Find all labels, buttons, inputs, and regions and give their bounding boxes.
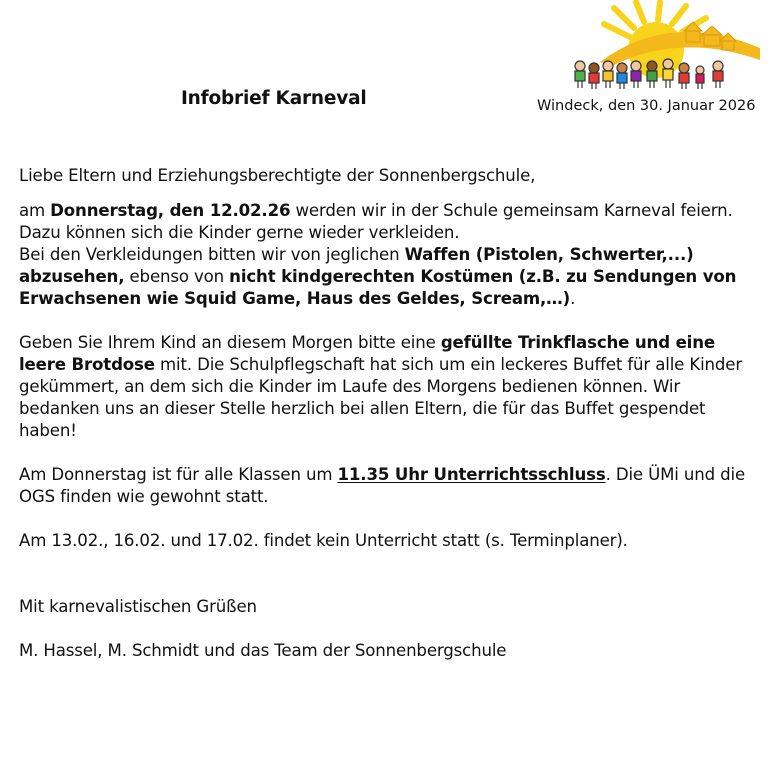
text: am	[19, 201, 51, 220]
letter-body	[19, 165, 764, 662]
weapons-note: Waffen (Pistolen, Schwerter,...) abzusehen,	[19, 245, 694, 286]
text: .	[570, 289, 576, 308]
costume-note: nicht kindgerechten Kostümen (z.B. zu Sendungen von Erwachsenen wie Squid Game, Haus des Geldes, Scream,…)	[19, 267, 737, 308]
text: Am Donnerstag ist für alle Klassen um	[19, 465, 338, 484]
school-logo	[560, 0, 775, 92]
bring-items-note: gefüllte Trinkflasche und eine leere Brotdose	[19, 333, 715, 374]
paragraph-no-school: Am 13.02., 16.02. und 17.02. findet kein Unterricht statt (s. Terminplaner).	[19, 531, 628, 550]
date-highlight: Donnerstag, den 12.02.26	[50, 201, 291, 220]
greeting: Liebe Eltern und Erziehungsberechtigte der Sonnenbergschule,	[19, 166, 536, 185]
text: mit. Die Schulpflegschaft hat sich um ein leckeres Buffet für alle Kinder gekümmert, an dem sich die Kinder im Laufe des Morgens bedienen können. Wir bedanken uns an dieser Stelle herzlich bei allen Eltern, die für das Buffet gespendet haben!	[19, 355, 743, 440]
text: ebenso von	[124, 267, 230, 286]
paragraph-buffet	[19, 332, 764, 442]
text: . Die ÜMi und die OGS finden wie gewohnt statt.	[19, 465, 746, 506]
text: werden wir in der Schule gemeinsam Karneval feiern. Dazu können sich die Kinder gerne wieder verkleiden.	[19, 201, 733, 242]
paragraph-carnival-date	[19, 200, 764, 310]
school-end-time: 11.35 Uhr Unterrichtsschluss	[337, 465, 606, 484]
closing: Mit karnevalistischen Grüßen	[19, 597, 257, 616]
page-title: Infobrief Karneval	[181, 88, 367, 109]
paragraph-school-end	[19, 464, 764, 508]
text: Geben Sie Ihrem Kind an diesem Morgen bitte eine	[19, 333, 441, 352]
text: Bei den Verkleidungen bitten wir von jeglichen	[19, 245, 405, 264]
signature: M. Hassel, M. Schmidt und das Team der Sonnenbergschule	[19, 641, 507, 660]
date-line: Windeck, den 30. Januar 2026	[537, 98, 756, 114]
